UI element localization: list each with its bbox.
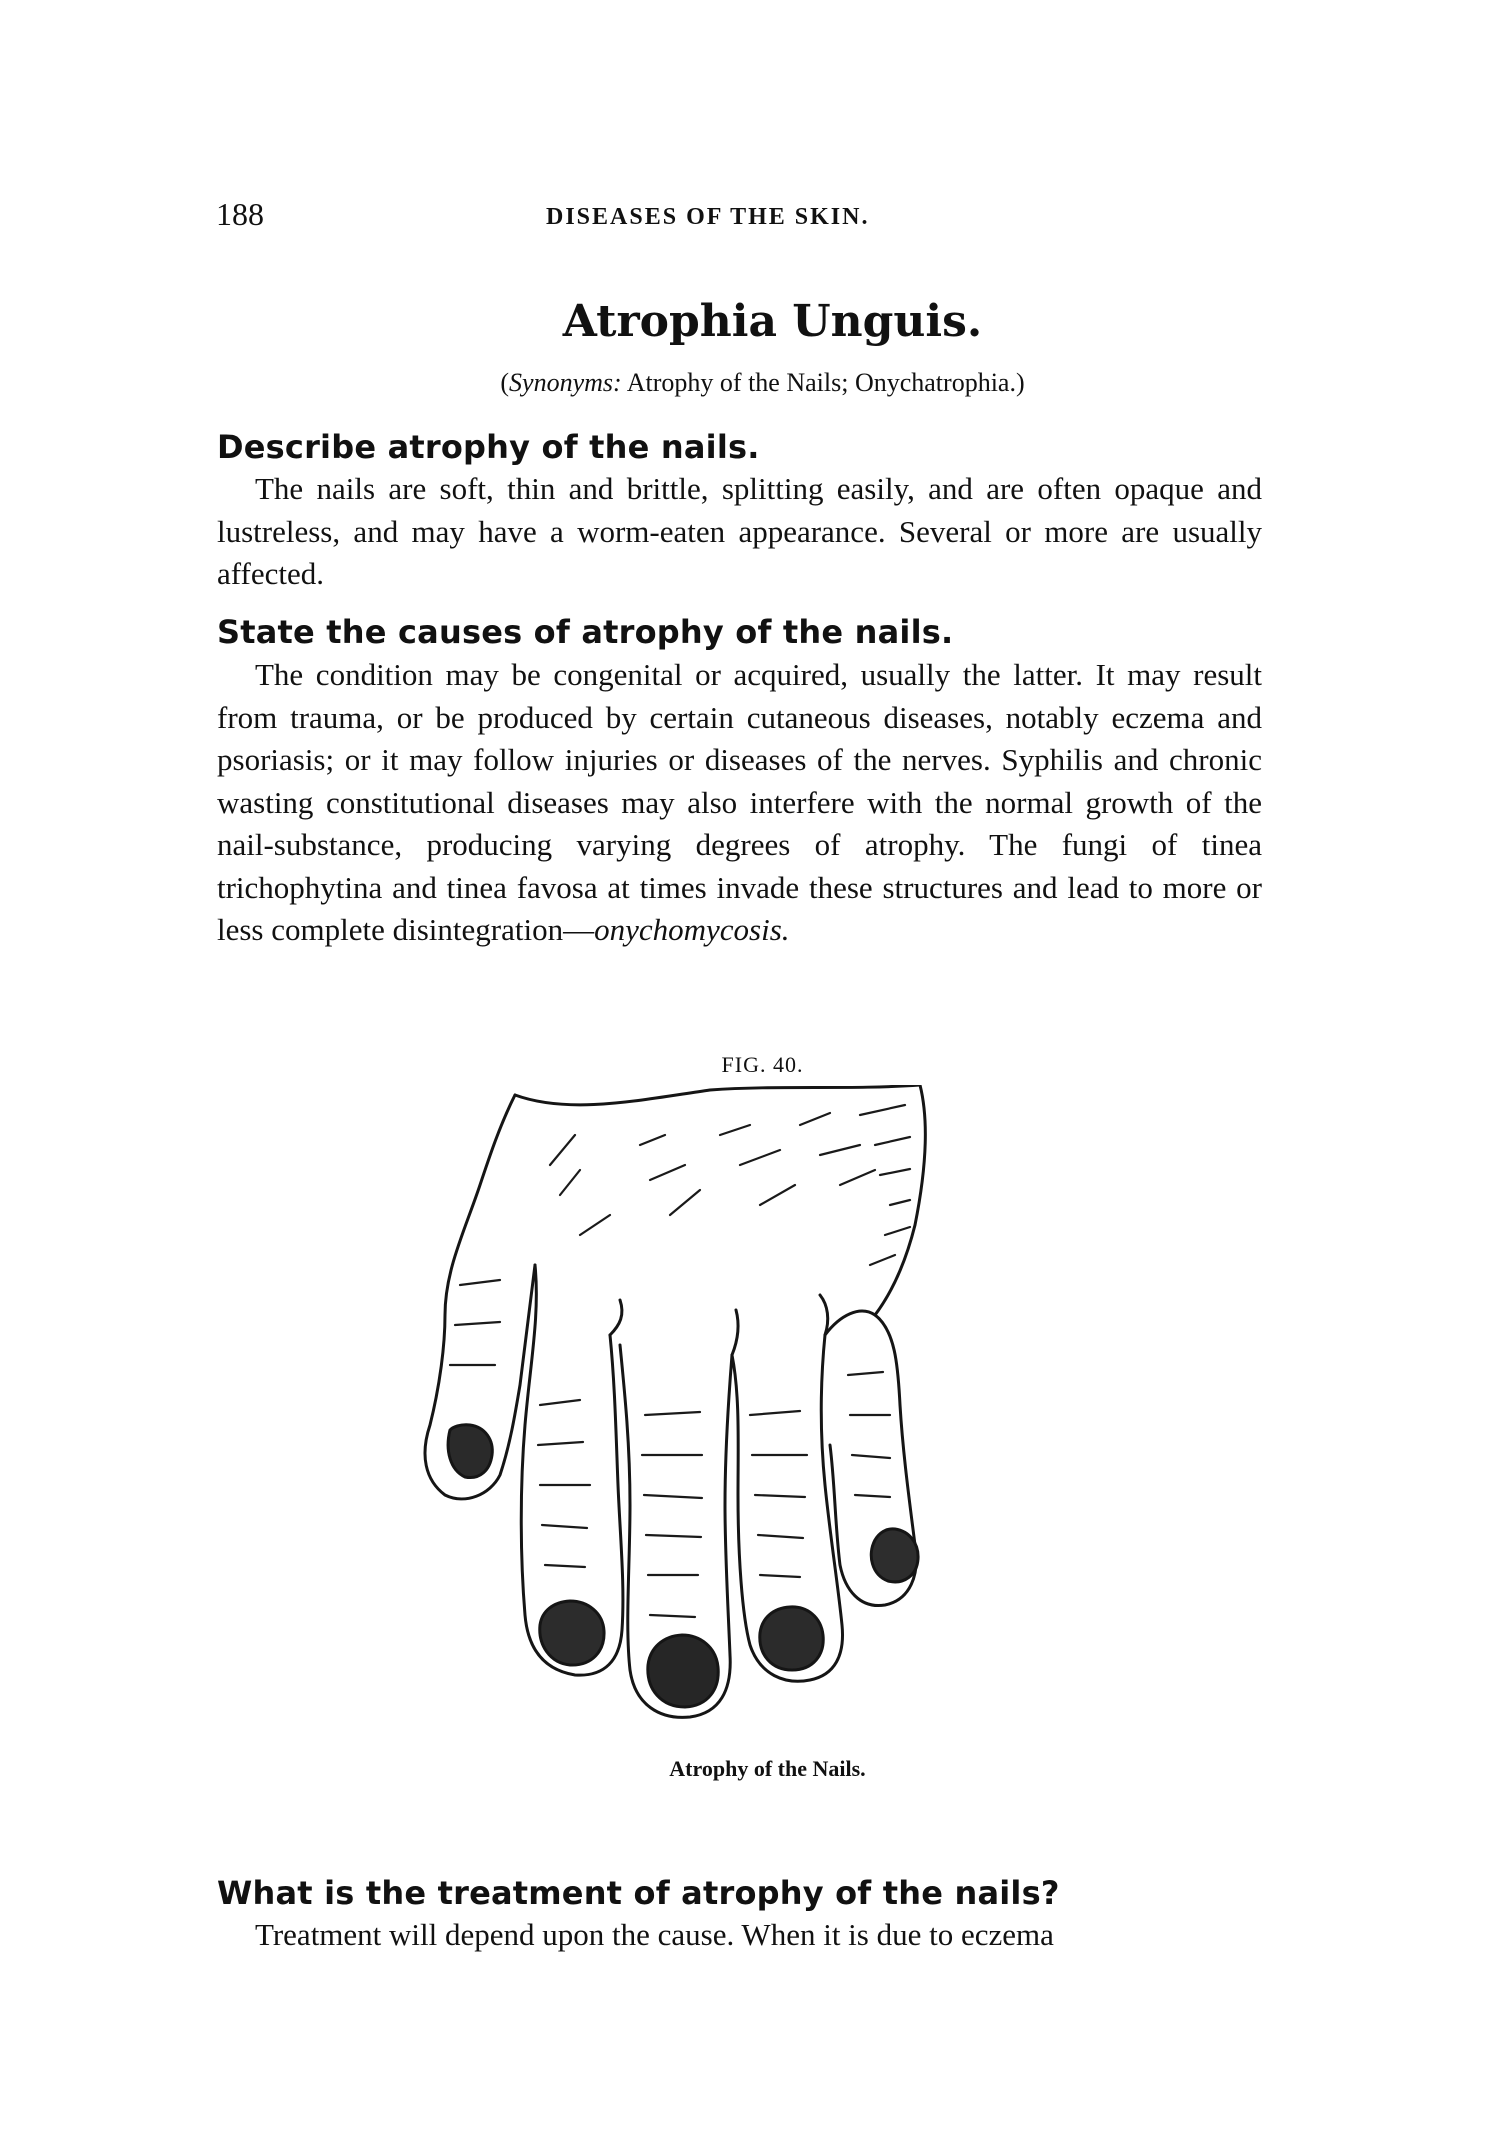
synonyms-text: Atrophy of the Nails; Onychatrophia. — [626, 368, 1016, 397]
running-title: DISEASES OF THE SKIN. — [546, 204, 870, 230]
section-title: Atrophia Unguis. — [562, 296, 983, 347]
question-describe: Describe atrophy of the nails. — [217, 428, 760, 466]
hand-illustration — [420, 1085, 1020, 1725]
figure-caption: Atrophy of the Nails. — [669, 1756, 866, 1781]
synonyms-label: Synonyms: — [509, 368, 622, 397]
answer-causes-italic: onychomycosis. — [594, 912, 790, 947]
answer-treatment — [217, 1914, 1262, 1957]
answer-treatment-text: Treatment will depend upon the cause. When it is due to eczema — [255, 1917, 1054, 1952]
page-number: 188 — [216, 196, 264, 232]
question-treatment: What is the treatment of atrophy of the nails? — [217, 1874, 1060, 1912]
running-head — [216, 196, 1266, 246]
answer-causes-text: The condition may be congenital or acquired, usually the latter. It may result from trauma, or be produced by certain cutaneous diseases, notably eczema and psoriasis; or it may follow injuries or diseases of the nerves. Syphilis and chronic wasting constitutional diseases may also interfere with the normal growth of the nail-substance, producing varying degrees of atrophy. The fungi of tinea trichophytina and tinea favosa at times invade these structures and lead to more or less complete disintegration— — [217, 657, 1262, 947]
synonyms-line: (Synonyms: Atrophy of the Nails; Onychatrophia.) — [500, 368, 1025, 397]
answer-describe — [217, 468, 1262, 596]
question-causes: State the causes of atrophy of the nails. — [217, 613, 954, 651]
figure-label: FIG. 40. — [721, 1052, 804, 1077]
answer-causes — [217, 654, 1262, 952]
answer-describe-text: The nails are soft, thin and brittle, splitting easily, and are often opaque and lustreless, and may have a worm-eaten appearance. Several or more are usually affected. — [217, 471, 1262, 591]
